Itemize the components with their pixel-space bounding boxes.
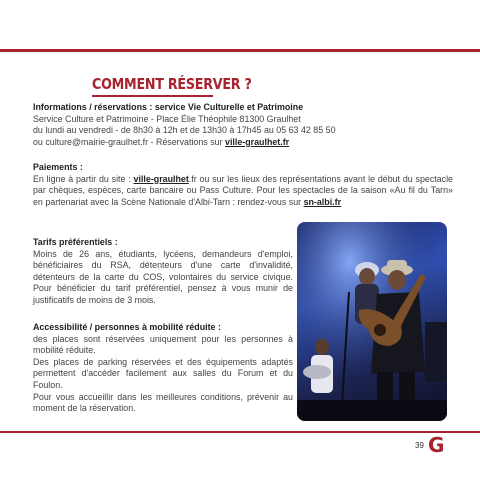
- info-line3: [33, 137, 453, 149]
- concert-photo: [297, 222, 447, 421]
- ville-graulhet-link[interactable]: ville-graulhet: [133, 173, 189, 184]
- concert-illustration: [297, 222, 447, 421]
- title-underline: [92, 95, 213, 97]
- tariffs-heading: Tarifs préférentiels :: [33, 237, 118, 247]
- info-line1: Service Culture et Patrimoine - Place Élie Théophile 81300 Graulhet: [33, 113, 301, 124]
- accessibility-para2: Des places de parking réservées et des équipements adaptés permettent d'accéder facilement aux salles du Forum et du Foulon.: [33, 356, 293, 390]
- top-divider: [0, 49, 480, 52]
- payments-section: [33, 162, 453, 208]
- accessibility-para1: des places sont réservées uniquement pour les personnes à mobilité réduite.: [33, 333, 293, 356]
- sn-albi-link[interactable]: sn-albi.fr: [303, 196, 342, 207]
- accessibility-heading: Accessibilité / personnes à mobilité réduite :: [33, 322, 221, 332]
- graulhet-logo: G: [428, 433, 445, 457]
- page-title: COMMENT RÉSERVER ?: [92, 75, 252, 93]
- tariffs-text: Moins de 26 ans, étudiants, lycéens, demandeurs d'emploi, bénéficiaires du RSA, détenteurs d'une carte d'invalidité, détenteurs de la carte du COS, volontaires du service civique. Pour bénéficier du tarif préférentiel, pensez à vous munir de justificatifs de moins de 3 mois.: [33, 248, 293, 305]
- tariffs-section: [33, 237, 293, 307]
- payments-text: [33, 174, 453, 209]
- payments-text-start: En ligne à partir du site :: [33, 173, 134, 184]
- accessibility-section: [33, 322, 293, 415]
- payments-text-mid: .fr ou sur les lieux des représentations avant le début du spectacle par chèques, espèces, carte bancaire ou Pass Culture. Pour les spectacles de la saison «Au fil du Tarn» en partenariat avec la Scène Nationale d'Albi-Tarn : rendez-vous sur: [33, 173, 453, 207]
- payments-heading: Paiements :: [33, 162, 83, 172]
- info-line3-text: ou culture@mairie-graulhet.fr - Réservations sur: [33, 136, 226, 147]
- page-number: 39: [415, 441, 424, 450]
- info-line2: du lundi au vendredi - de 8h30 à 12h et de 13h30 à 17h45 au 05 63 42 85 50: [33, 125, 336, 136]
- footer-divider: [0, 431, 480, 433]
- accessibility-para3: Pour vous accueillir dans les meilleures conditions, prévenir au moment de la réservation.: [33, 391, 293, 414]
- info-section: [33, 102, 453, 148]
- info-heading: Informations / réservations : service Vie Culturelle et Patrimoine: [33, 102, 304, 112]
- website-link[interactable]: ville-graulhet.fr: [225, 136, 290, 147]
